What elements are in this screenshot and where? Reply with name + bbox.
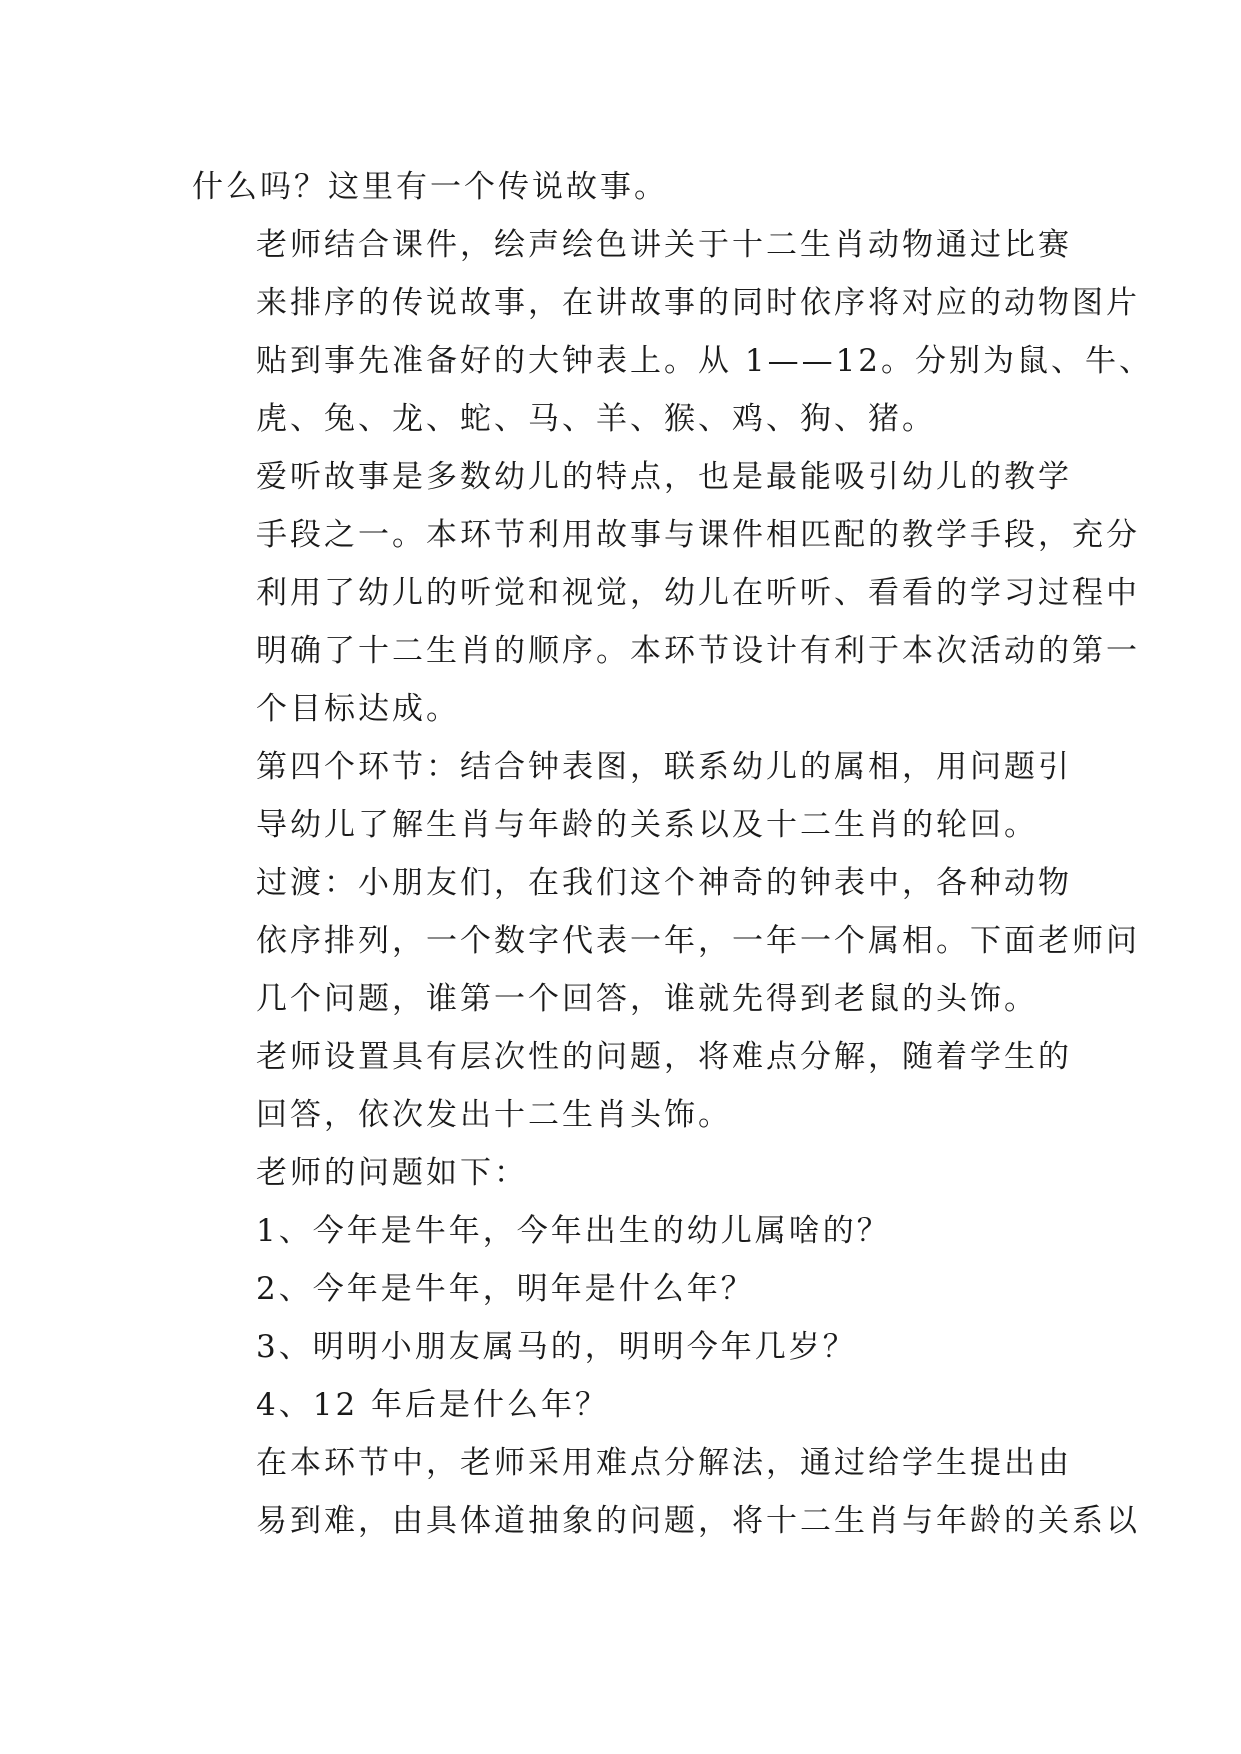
paragraph-6	[192, 1028, 1072, 1144]
question-3	[192, 1318, 1054, 1376]
text-line: 4、12 年后是什么年？	[256, 1387, 610, 1423]
text-line: 老师结合课件，绘声绘色讲关于十二生肖动物通过比赛	[256, 227, 1072, 263]
text-line: 第四个环节：结合钟表图，联系幼儿的属相，用问题引	[256, 749, 1072, 785]
paragraph-8	[192, 1434, 1140, 1550]
text-line: 利用了幼儿的听觉和视觉，幼儿在听听、看看的学习过程中	[256, 575, 1140, 611]
text-line: 贴到事先准备好的大钟表上。从 1——12。分别为鼠、牛、	[256, 343, 1154, 379]
paragraph-1	[192, 158, 1054, 216]
text-line: 手段之一。本环节利用故事与课件相匹配的教学手段，充分	[256, 517, 1140, 553]
text-line: 3、明明小朋友属马的，明明今年几岁？	[256, 1329, 857, 1365]
text-line: 导幼儿了解生肖与年龄的关系以及十二生肖的轮回。	[256, 807, 1038, 843]
text-line: 老师设置具有层次性的问题，将难点分解，随着学生的	[256, 1039, 1072, 1075]
question-4	[192, 1376, 1054, 1434]
text-line: 易到难，由具体道抽象的问题，将十二生肖与年龄的关系以	[256, 1503, 1140, 1539]
text-line: 依序排列，一个数字代表一年，一年一个属相。下面老师问	[256, 923, 1140, 959]
text-line: 来排序的传说故事，在讲故事的同时依序将对应的动物图片	[256, 285, 1140, 321]
paragraph-3	[192, 448, 1140, 738]
text-line: 2、今年是牛年，明年是什么年？	[256, 1271, 755, 1307]
text-line: 回答，依次发出十二生肖头饰。	[256, 1097, 732, 1133]
paragraph-4	[192, 738, 1072, 854]
text-line: 老师的问题如下：	[256, 1155, 528, 1191]
paragraph-2	[192, 216, 1154, 448]
text-line: 明确了十二生肖的顺序。本环节设计有利于本次活动的第一	[256, 633, 1140, 669]
text-line: 虎、兔、龙、蛇、马、羊、猴、鸡、狗、猪。	[256, 401, 936, 437]
text-line: 1、今年是牛年，今年出生的幼儿属啥的？	[256, 1213, 891, 1249]
question-1	[192, 1202, 1054, 1260]
paragraph-5	[192, 854, 1140, 1028]
text-line: 几个问题，谁第一个回答，谁就先得到老鼠的头饰。	[256, 981, 1038, 1017]
text-line: 什么吗？这里有一个传说故事。	[192, 169, 668, 205]
text-line: 在本环节中，老师采用难点分解法，通过给学生提出由	[256, 1445, 1072, 1481]
text-line: 爱听故事是多数幼儿的特点，也是最能吸引幼儿的教学	[256, 459, 1072, 495]
question-2	[192, 1260, 1054, 1318]
paragraph-7	[192, 1144, 1054, 1202]
document-page	[192, 158, 1154, 1550]
text-line: 过渡：小朋友们，在我们这个神奇的钟表中，各种动物	[256, 865, 1072, 901]
text-line: 个目标达成。	[256, 691, 460, 727]
